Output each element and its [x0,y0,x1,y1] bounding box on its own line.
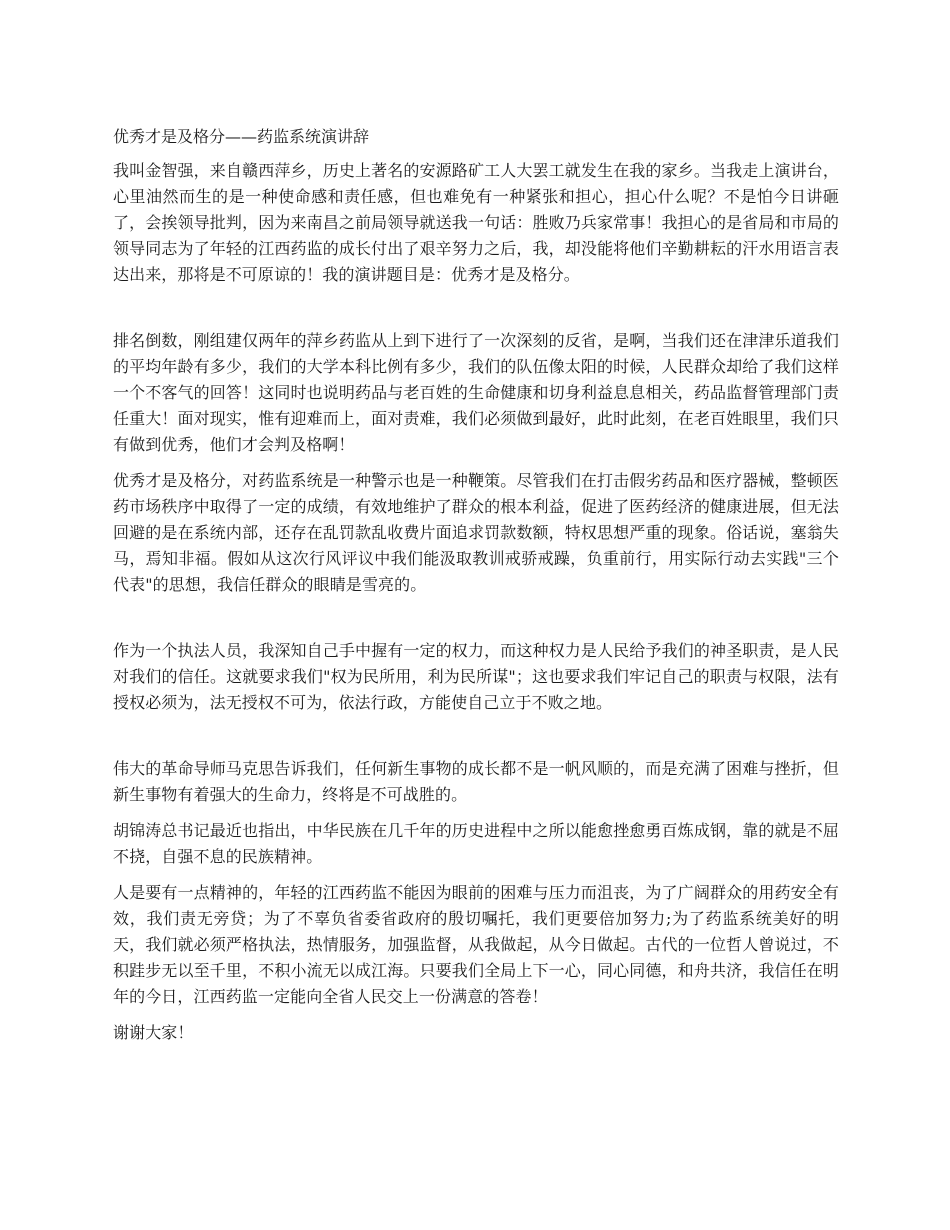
paragraph-ranking: 排名倒数，刚组建仅两年的萍乡药监从上到下进行了一次深刻的反省，是啊，当我们还在津津乐道我们的平均年龄有多少，我们的大学本科比例有多少，我们的队伍像太阳的时候，人民群众却给了我们这样一个不客气的回答！这同时也说明药品与老百姓的生命健康和切身利益息息相关，药品监督管理部门责任重大！面对现实，惟有迎难而上，面对责难，我们必须做到最好，此时此刻，在老百姓眼里，我们只有做到优秀，他们才会判及格啊！ [113,331,839,454]
paragraph-law-enforcement: 作为一个执法人员，我深知自己手中握有一定的权力，而这种权力是人民给予我们的神圣职责，是人民对我们的信任。这就要求我们"权为民所用，利为民所谋"；这也要求我们牢记自己的职责与权限，法有授权必须为，法无授权不可为，依法行政，方能使自己立于不败之地。 [113,641,839,712]
paragraph-intro: 我叫金智强，来自赣西萍乡，历史上著名的安源路矿工人大罢工就发生在我的家乡。当我走上演讲台，心里油然而生的是一种使命感和责任感，但也难免有一种紧张和担心，担心什么呢？不是怕今日讲砸了，会挨领导批判，因为来南昌之前局领导就送我一句话：胜败乃兵家常事！我担心的是省局和市局的领导同志为了年轻的江西药监的成长付出了艰辛努力之后，我，却没能将他们辛勤耕耘的汗水用语言表达出来，那将是不可原谅的！我的演讲题目是：优秀才是及格分。 [113,161,839,284]
document-page [113,124,839,1056]
paragraph-marx-quote: 伟大的革命导师马克思告诉我们，任何新生事物的成长都不是一帆风顺的，而是充满了困难与挫折，但新生事物有着强大的生命力，终将是不可战胜的。 [113,759,839,804]
paragraph-hu-quote: 胡锦涛总书记最近也指出，中华民族在几千年的历史进程中之所以能愈挫愈勇百炼成钢，靠的就是不屈不挠，自强不息的民族精神。 [113,821,839,866]
document-title: 优秀才是及格分——药监系统演讲辞 [113,127,370,146]
paragraph-thanks: 谢谢大家！ [113,1023,194,1042]
paragraph-warning: 优秀才是及格分，对药监系统是一种警示也是一种鞭策。尽管我们在打击假劣药品和医疗器械，整顿医药市场秩序中取得了一定的成绩，有效地维护了群众的根本利益，促进了医药经济的健康进展，但无法回避的是在系统内部，还存在乱罚款乱收费片面追求罚款数额，特权思想严重的现象。俗话说，塞翁失马，焉知非福。假如从这次行风评议中我们能汲取教训戒骄戒躁，负重前行，用实际行动去实践"三个代表"的思想，我信任群众的眼睛是雪亮的。 [113,471,839,594]
paragraph-spirit: 人是要有一点精神的，年轻的江西药监不能因为眼前的困难与压力而沮丧，为了广阔群众的用药安全有效，我们责无旁贷；为了不辜负省委省政府的殷切嘱托，我们更要倍加努力;为了药监系统美好的明天，我们就必须严格执法，热情服务，加强监督，从我做起，从今日做起。古代的一位哲人曾说过，不积跬步无以至千里，不积小流无以成江海。只要我们全局上下一心，同心同德，和舟共济，我信任在明年的今日，江西药监一定能向全省人民交上一份满意的答卷！ [113,883,839,1006]
